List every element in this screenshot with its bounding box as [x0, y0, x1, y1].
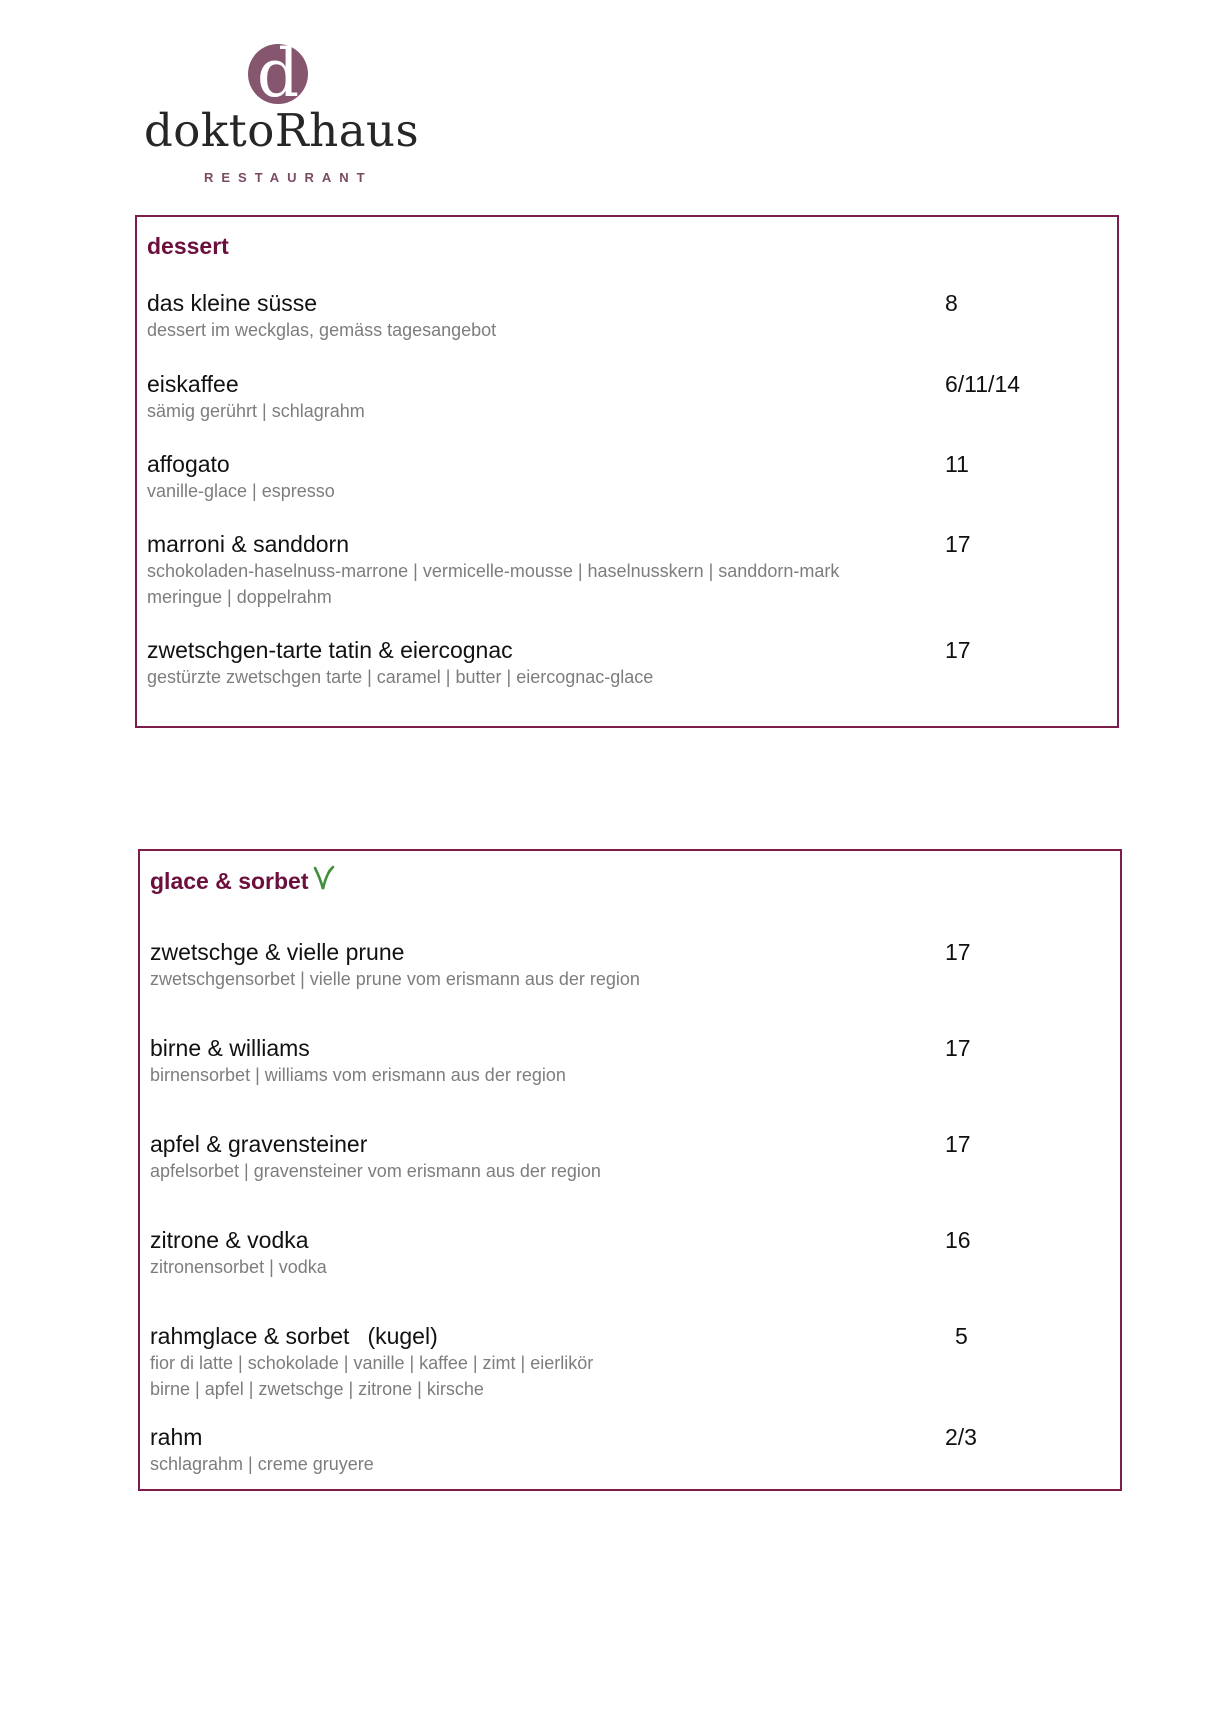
item-description: fior di latte | schokolade | vanille | kaffee | zimt | eierlikör — [150, 1353, 594, 1373]
item-name: birne & williams — [150, 1035, 310, 1061]
item-name: zitrone & vodka — [150, 1227, 309, 1253]
logo-subtitle: RESTAURANT — [204, 170, 373, 185]
item-name: rahm — [150, 1424, 203, 1450]
menu-item — [147, 289, 1107, 343]
item-name: das kleine süsse — [147, 290, 318, 316]
menu-item — [150, 1322, 1110, 1402]
item-price: 2/3 — [945, 1424, 977, 1450]
item-description: vanille-glace | espresso — [147, 481, 335, 501]
item-name: apfel & gravensteiner — [150, 1131, 368, 1157]
item-description: zitronensorbet | vodka — [150, 1257, 327, 1277]
menu-item — [150, 1423, 1110, 1477]
item-description: dessert im weckglas, gemäss tagesangebot — [147, 320, 497, 340]
item-name: zwetschgen-tarte tatin & eiercognac — [147, 637, 513, 663]
item-description-continued: meringue | doppelrahm — [147, 587, 332, 607]
item-price: 17 — [945, 939, 971, 965]
menu-item — [147, 370, 1107, 424]
item-description: zwetschgensorbet | vielle prune vom erismann aus der region — [150, 969, 640, 989]
menu-item — [150, 1130, 1110, 1184]
menu-item — [147, 636, 1107, 690]
item-description: gestürzte zwetschgen tarte | caramel | butter | eiercognac-glace — [147, 667, 654, 687]
item-description: birnensorbet | williams vom erismann aus der region — [150, 1065, 566, 1085]
item-description: schlagrahm | creme gruyere — [150, 1454, 374, 1474]
item-description: schokoladen-haselnuss-marrone | vermicelle-mousse | haselnusskern | sanddorn-mark — [147, 561, 840, 581]
item-price: 17 — [945, 531, 971, 557]
section-heading-dessert: dessert — [147, 233, 229, 259]
menu-item — [147, 450, 1107, 504]
menu-item — [150, 938, 1110, 992]
vegan-leaf-icon — [313, 865, 335, 897]
item-price: 6/11/14 — [945, 371, 1021, 397]
logo-wordmark: doktoRhaus — [144, 104, 420, 157]
glace-sorbet-section — [138, 849, 1122, 1491]
item-price: 5 — [955, 1323, 968, 1349]
item-name: affogato — [147, 451, 230, 477]
item-description: apfelsorbet | gravensteiner vom erismann aus der region — [150, 1161, 601, 1181]
item-name: zwetschge & vielle prune — [150, 939, 405, 965]
item-name: rahmglace & sorbet — [150, 1323, 350, 1349]
item-price: 16 — [945, 1227, 971, 1253]
item-name: marroni & sanddorn — [147, 531, 349, 557]
logo-initial: d — [256, 35, 300, 112]
section-heading-text: glace & sorbet — [150, 868, 309, 894]
logo-mark-icon — [248, 35, 308, 112]
item-name: eiskaffee — [147, 371, 239, 397]
item-description-continued: birne | apfel | zwetschge | zitrone | kirsche — [150, 1379, 484, 1399]
restaurant-logo — [144, 35, 420, 190]
item-name-suffix: (kugel) — [367, 1323, 438, 1349]
menu-item — [150, 1226, 1110, 1280]
menu-item — [147, 530, 1107, 610]
dessert-section — [135, 215, 1119, 728]
item-price: 17 — [945, 637, 971, 663]
menu-item — [150, 1034, 1110, 1088]
item-price: 17 — [945, 1131, 971, 1157]
item-description: sämig gerührt | schlagrahm — [147, 401, 365, 421]
item-price: 8 — [945, 290, 958, 316]
section-heading-glace — [150, 865, 335, 897]
item-price: 11 — [945, 451, 969, 477]
item-price: 17 — [945, 1035, 971, 1061]
